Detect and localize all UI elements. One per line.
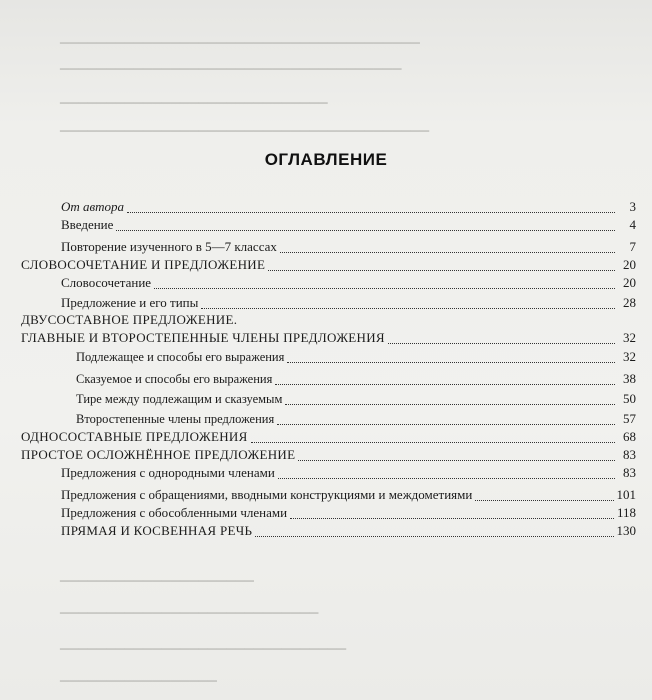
toc-page-number: 4 xyxy=(629,217,636,232)
toc-entry-review[interactable] xyxy=(61,238,636,256)
toc-page-number: 32 xyxy=(623,349,636,364)
bleed-through-line: ▁▁▁▁▁▁▁▁▁▁▁▁▁▁▁▁▁▁▁▁▁▁▁▁▁▁▁▁▁▁▁▁▁▁▁▁▁▁▁ xyxy=(60,30,420,44)
toc-entry-sentence-types[interactable] xyxy=(61,294,636,312)
toc-entry-label: Предложения с обращениями, вводными конструкциями и междометиями xyxy=(61,487,473,502)
toc-entry-author[interactable] xyxy=(61,198,636,216)
toc-entry-dash[interactable] xyxy=(76,390,636,408)
toc-entry-label: Словосочетание xyxy=(61,275,152,290)
toc-entry-isolated[interactable] xyxy=(61,504,636,522)
leader-dots xyxy=(277,412,615,425)
toc-page-number: 118 xyxy=(616,505,636,520)
toc-entry-label: ГЛАВНЫЕ И ВТОРОСТЕПЕННЫЕ ЧЛЕНЫ ПРЕДЛОЖЕНИЯ xyxy=(21,330,385,345)
toc-section-one-part[interactable] xyxy=(21,428,636,446)
toc-page-number: 3 xyxy=(629,199,636,214)
toc-entry-label: От автора xyxy=(61,199,125,214)
bleed-through-line: ▁▁▁▁▁▁▁▁▁▁▁▁▁▁▁▁▁▁▁▁▁▁▁▁▁▁▁▁▁▁▁▁▁▁▁▁▁ xyxy=(60,56,402,70)
bleed-through-line: ▁▁▁▁▁▁▁▁▁▁▁▁▁▁▁▁▁▁▁▁▁▁▁▁▁▁▁▁▁▁▁ xyxy=(60,636,347,650)
toc-entry-label: СЛОВОСОЧЕТАНИЕ И ПРЕДЛОЖЕНИЕ xyxy=(21,257,266,272)
toc-page-number: 38 xyxy=(623,371,636,386)
toc-page-number: 101 xyxy=(616,487,636,502)
toc-page-number: 7 xyxy=(629,239,636,254)
toc-page-number: 20 xyxy=(623,275,636,290)
toc-entry-label: Второстепенные члены предложения xyxy=(76,412,275,426)
toc-page-number: 83 xyxy=(623,447,636,462)
bleed-through-line: ▁▁▁▁▁▁▁▁▁▁▁▁▁▁▁▁▁▁▁▁▁▁▁▁▁▁▁▁▁ xyxy=(60,90,328,104)
leader-dots xyxy=(154,276,615,289)
toc-entry-label: ПРЯМАЯ И КОСВЕННАЯ РЕЧЬ xyxy=(61,523,253,538)
toc-entry-label: ОДНОСОСТАВНЫЕ ПРЕДЛОЖЕНИЯ xyxy=(21,429,248,444)
toc-title: ОГЛАВЛЕНИЕ xyxy=(264,150,388,169)
bleed-through-line: ▁▁▁▁▁▁▁▁▁▁▁▁▁▁▁▁▁▁▁▁▁ xyxy=(60,568,254,582)
leader-dots xyxy=(275,372,615,385)
toc-entry-secondary-members[interactable] xyxy=(76,410,636,428)
toc-entry-addresses[interactable] xyxy=(61,486,636,504)
leader-dots xyxy=(201,296,615,309)
leader-dots xyxy=(280,240,615,253)
toc-page-number: 28 xyxy=(623,295,636,310)
toc-entry-homogeneous[interactable] xyxy=(61,464,636,482)
toc-entry-label: Предложения с обособленными членами xyxy=(61,505,288,520)
toc-entry-label: Тире между подлежащим и сказуемым xyxy=(76,392,283,406)
leader-dots xyxy=(298,448,615,461)
toc-page-number: 68 xyxy=(623,429,636,444)
toc-page-number: 20 xyxy=(623,257,636,272)
toc-entry-label: Предложение и его типы xyxy=(61,295,199,310)
bleed-through-line: ▁▁▁▁▁▁▁▁▁▁▁▁▁▁▁▁▁ xyxy=(60,668,217,682)
leader-dots xyxy=(285,392,615,405)
toc-section-complicated[interactable] xyxy=(21,446,636,464)
toc-entry-subject[interactable] xyxy=(76,348,636,366)
leader-dots xyxy=(268,258,615,271)
toc-entry-label: ПРОСТОЕ ОСЛОЖНЁННОЕ ПРЕДЛОЖЕНИЕ xyxy=(21,447,296,462)
leader-dots xyxy=(278,466,615,479)
leader-dots xyxy=(251,430,615,443)
toc-entry-intro[interactable] xyxy=(61,216,636,234)
toc-section-phrase-sentence[interactable] xyxy=(21,256,636,274)
toc-section-main-members[interactable] xyxy=(21,329,636,347)
toc-section-direct-speech[interactable] xyxy=(61,522,636,540)
leader-dots xyxy=(475,488,613,501)
leader-dots xyxy=(127,200,615,213)
leader-dots xyxy=(287,350,615,363)
toc-page-number: 130 xyxy=(616,523,636,538)
toc-entry-label: Подлежащее и способы его выражения xyxy=(76,350,285,364)
toc-page-number: 83 xyxy=(623,465,636,480)
toc-section-two-part[interactable]: ДВУСОСТАВНОЕ ПРЕДЛОЖЕНИЕ. xyxy=(21,312,238,327)
toc-entry-phrase[interactable] xyxy=(61,274,636,292)
leader-dots xyxy=(116,218,615,231)
bleed-through-line: ▁▁▁▁▁▁▁▁▁▁▁▁▁▁▁▁▁▁▁▁▁▁▁▁▁▁▁▁▁▁▁▁▁▁▁▁▁▁▁▁ xyxy=(60,118,430,132)
leader-dots xyxy=(255,524,613,537)
toc-entry-label: Введение xyxy=(61,217,114,232)
toc-entry-label: Предложения с однородными членами xyxy=(61,465,275,480)
leader-dots xyxy=(388,331,615,344)
toc-page-number: 50 xyxy=(623,391,636,406)
leader-dots xyxy=(290,506,614,519)
toc-entry-label: Сказуемое и способы его выражения xyxy=(76,372,273,386)
bleed-through-line: ▁▁▁▁▁▁▁▁▁▁▁▁▁▁▁▁▁▁▁▁▁▁▁▁▁▁▁▁ xyxy=(60,600,319,614)
toc-page-number: 57 xyxy=(623,411,636,426)
toc-page-number: 32 xyxy=(623,330,636,345)
toc-entry-predicate[interactable] xyxy=(76,370,636,388)
toc-entry-label: Повторение изученного в 5—7 классах xyxy=(61,239,277,254)
